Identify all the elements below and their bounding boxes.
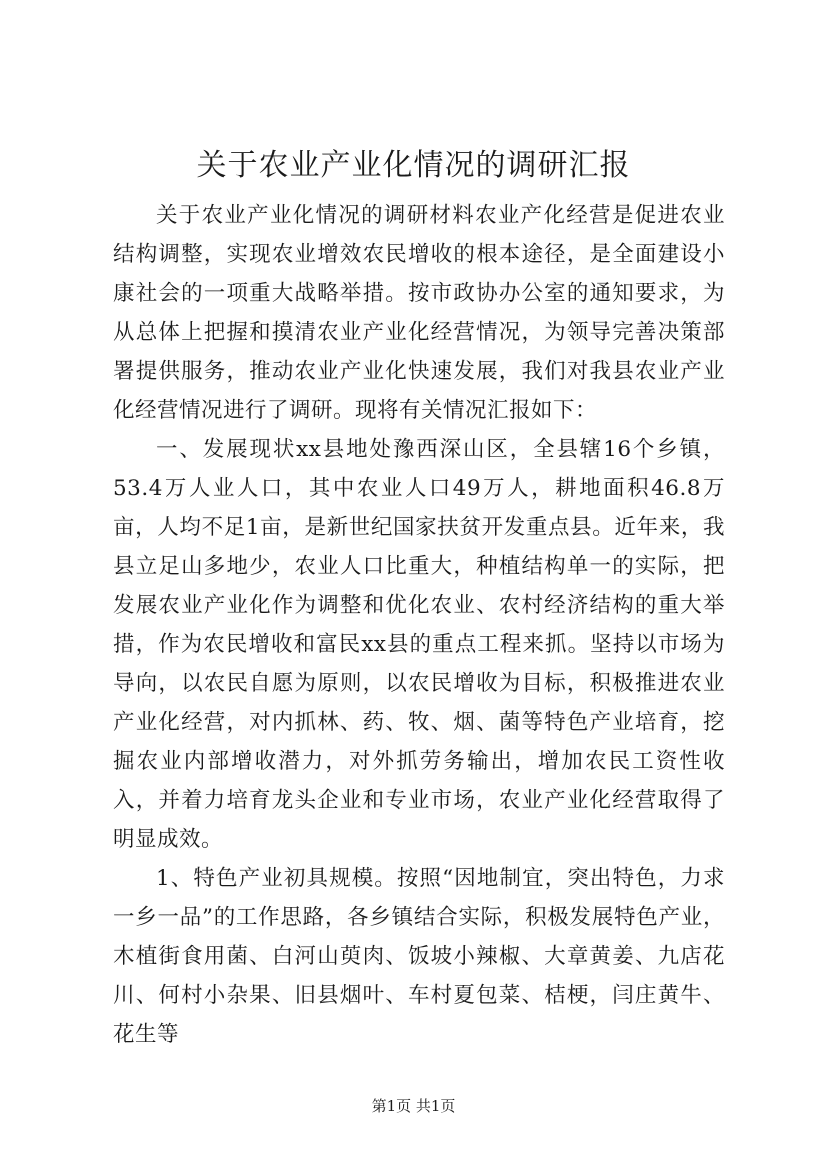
page-footer: 第1页 共1页 <box>371 1097 456 1115</box>
paragraph-intro: 关于农业产业化情况的调研材料农业产化经营是促进农业结构调整，实现农业增效农民增收的根本途径，是全面建设小康社会的一项重大战略举措。按市政协办公室的通知要求，为从总体上把握和摸清农业产业化经营情况，为领导完善决策部署提供服务，推动农业产业化快速发展，我们对我县农业产业化经营情况进行了调研。现将有关情况汇报如下： <box>113 203 725 423</box>
document-body <box>113 196 725 1054</box>
paragraph-featured-industries: 1、特色产业初具规模。按照“因地制宜，突出特色，力求一乡一品”的工作思路，各乡镇结合实际，积极发展特色产业，木植街食用菌、白河山萸肉、饭坡小辣椒、大章黄姜、九店花川、何村小杂果、旧县烟叶、车村夏包菜、桔梗，闫庄黄牛、花生等 <box>113 866 725 1047</box>
paragraph-development-status: 一、发展现状xx县地处豫西深山区，全县辖16个乡镇，53.4万人业人口，其中农业人口49万人，耕地面积46.8万亩，人均不足1亩，是新世纪国家扶贫开发重点县。近年来，我县立足山多地少，农业人口比重大，种植结构单一的实际，把发展农业产业化作为调整和优化农业、农村经济结构的重大举措，作为农民增收和富民xx县的重点工程来抓。坚持以市场为导向，以农民自愿为原则，以农民增收为目标，积极推进农业产业化经营，对内抓林、药、牧、烟、菌等特色产业培育，挖掘农业内部增收潜力，对外抓劳务输出，增加农民工资性收入，并着力培育龙头企业和专业市场，农业产业化经营取得了明显成效。 <box>113 437 725 852</box>
document-title: 关于农业产业化情况的调研汇报 <box>196 148 631 183</box>
